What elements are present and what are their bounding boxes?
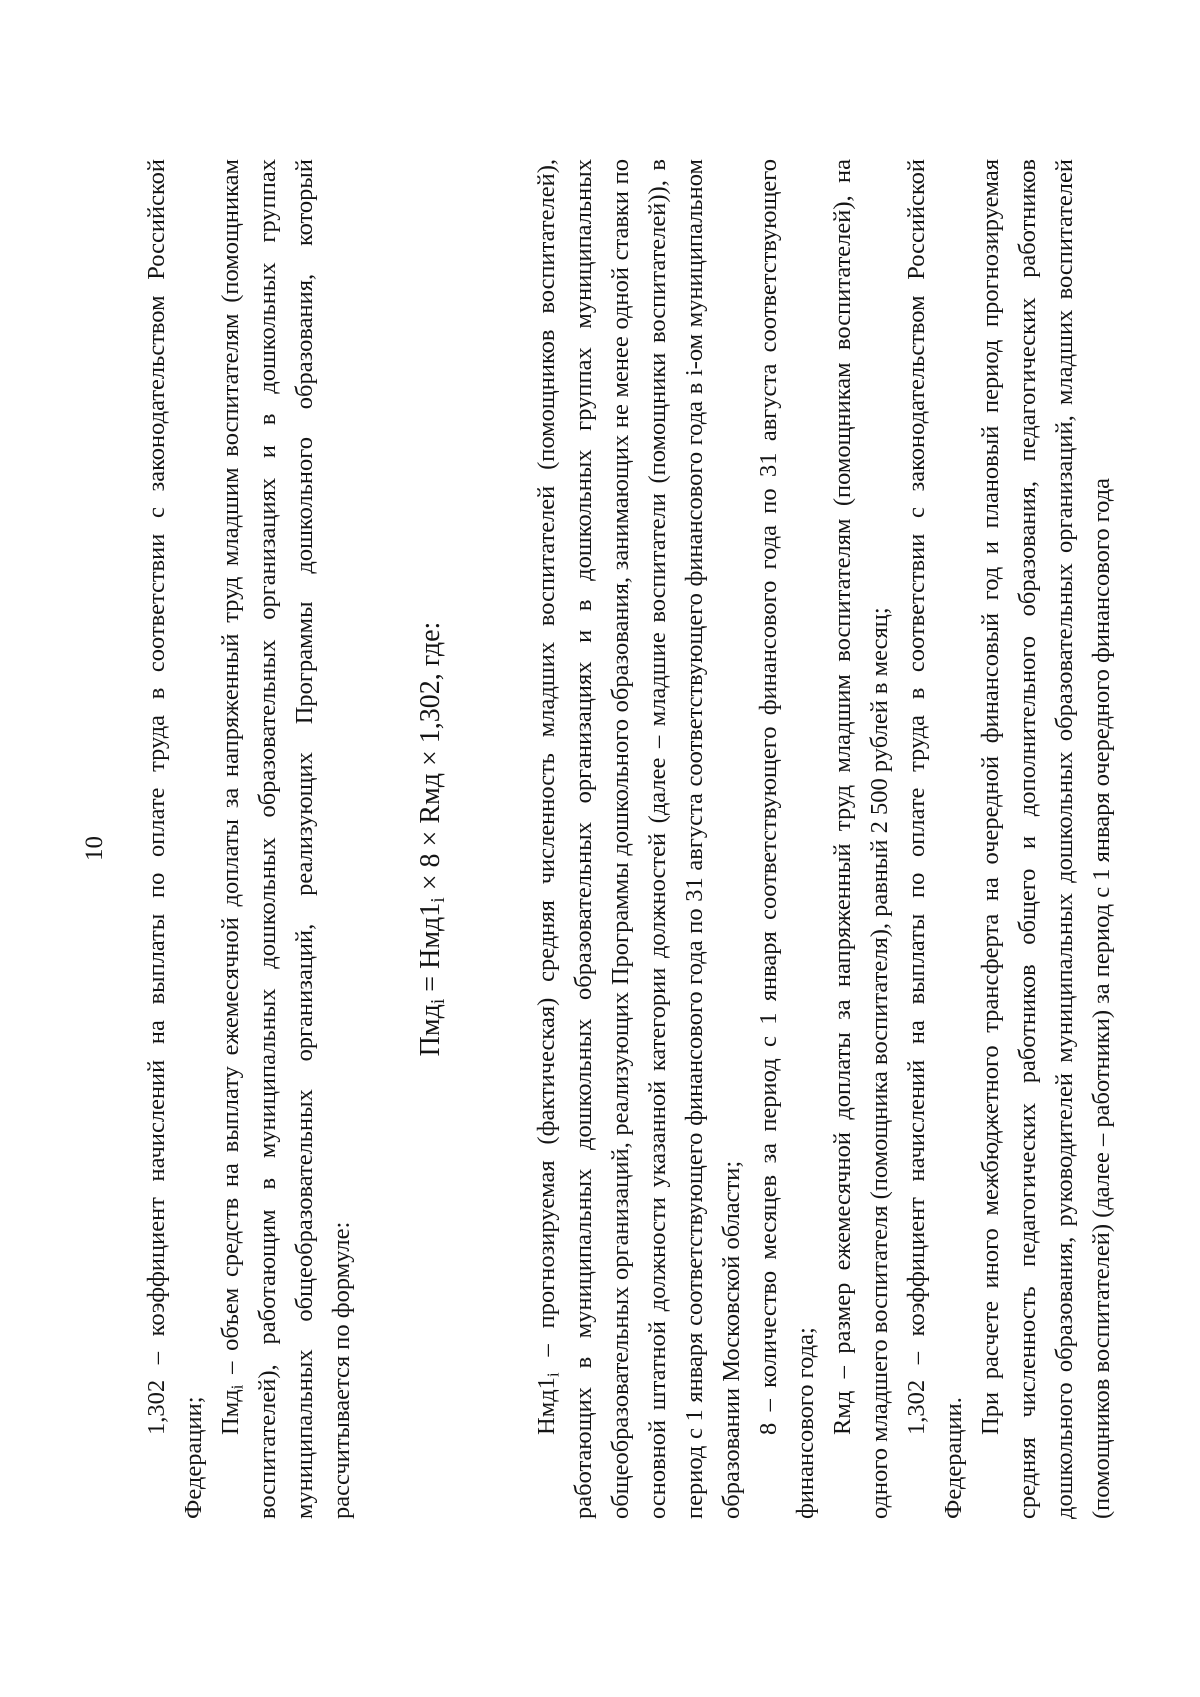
paragraph-coefficient-note: 1,302 – коэффициент начислений на выплаты по оплате труда в соответствии с законодательством Российской Федерации; [143, 159, 207, 1519]
formula-term-nmd1-subscript: i [427, 897, 449, 903]
paragraph-transfer-calculation: При расчете иного межбюджетного трансферта на очередной финансовый год и плановый период прогнозируемая средняя численность педагогических работников общего и дополнительного образования, педагогических работников дошкольного образования, руководителей муниципальных дошкольных образовательных организаций, младших воспитателей (помощников воспитателей) (далее – работники) за период с 1 января очередного финансового года [977, 159, 1115, 1519]
paragraph-nmd1-definition [528, 159, 750, 1519]
paragraph-pmd-definition [212, 159, 360, 1519]
paragraph-months-definition: 8 – количество месяцев за период с 1 января соответствующего финансового года по 31 августа соответствующего финансового года; [755, 159, 819, 1519]
symbol-pmd-subscript: i [227, 1384, 247, 1390]
page-number: 10 [81, 836, 108, 861]
paragraph-pmd-text: – объем средств на выплату ежемесячной доплаты за напряженный труд младшим воспитателям (помощникам воспитателей), работающим в муниципальных дошкольных образовательных организациях и в дошкольных группах муниципальных общеобразовательных организаций, реализующих Программы дошкольного образования, который рассчитывается по формуле: [217, 159, 355, 1519]
paragraph-coefficient-definition: 1,302 – коэффициент начислений на выплаты по оплате труда в соответствии с законодательством Российской Федерации. [903, 159, 967, 1519]
document-body [138, 159, 1120, 1519]
symbol-pmd: Пмд [217, 1389, 244, 1435]
formula [411, 159, 451, 1519]
symbol-nmd1-subscript: i [543, 1372, 563, 1378]
paragraph-rmd-definition: Rмд – размер ежемесячной доплаты за напряженный труд младшим воспитателям (помощникам воспитателей), на одного младшего воспитателя (помощника воспитателя), равный 2 500 рублей в месяц; [829, 159, 893, 1519]
formula-lhs: Пмд [415, 1004, 446, 1057]
paragraph-nmd1-text: – прогнозируемая (фактическая) средняя численность младших воспитателей (помощников воспитателей), работающих в муниципальных дошкольных образовательных организациях и в дошкольных группах муниципальных общеобразовательных организаций, реализующих Программы дошкольного образования, занимающих не менее одной ставки по основной штатной должности указанной категории должностей (далее – младшие воспитатели (помощники воспитателей)), в период с 1 января соответствующего финансового года по 31 августа соответствующего финансового года в i-ом муниципальном образовании Московской области; [533, 159, 745, 1519]
formula-term-nmd1: Нмд1 [415, 902, 446, 969]
symbol-nmd1: Нмд1 [533, 1377, 560, 1435]
formula-rest: × 8 × Rмд × 1,302, где: [415, 621, 446, 898]
formula-lhs-subscript: i [427, 998, 449, 1005]
formula-equals: = [415, 968, 446, 999]
